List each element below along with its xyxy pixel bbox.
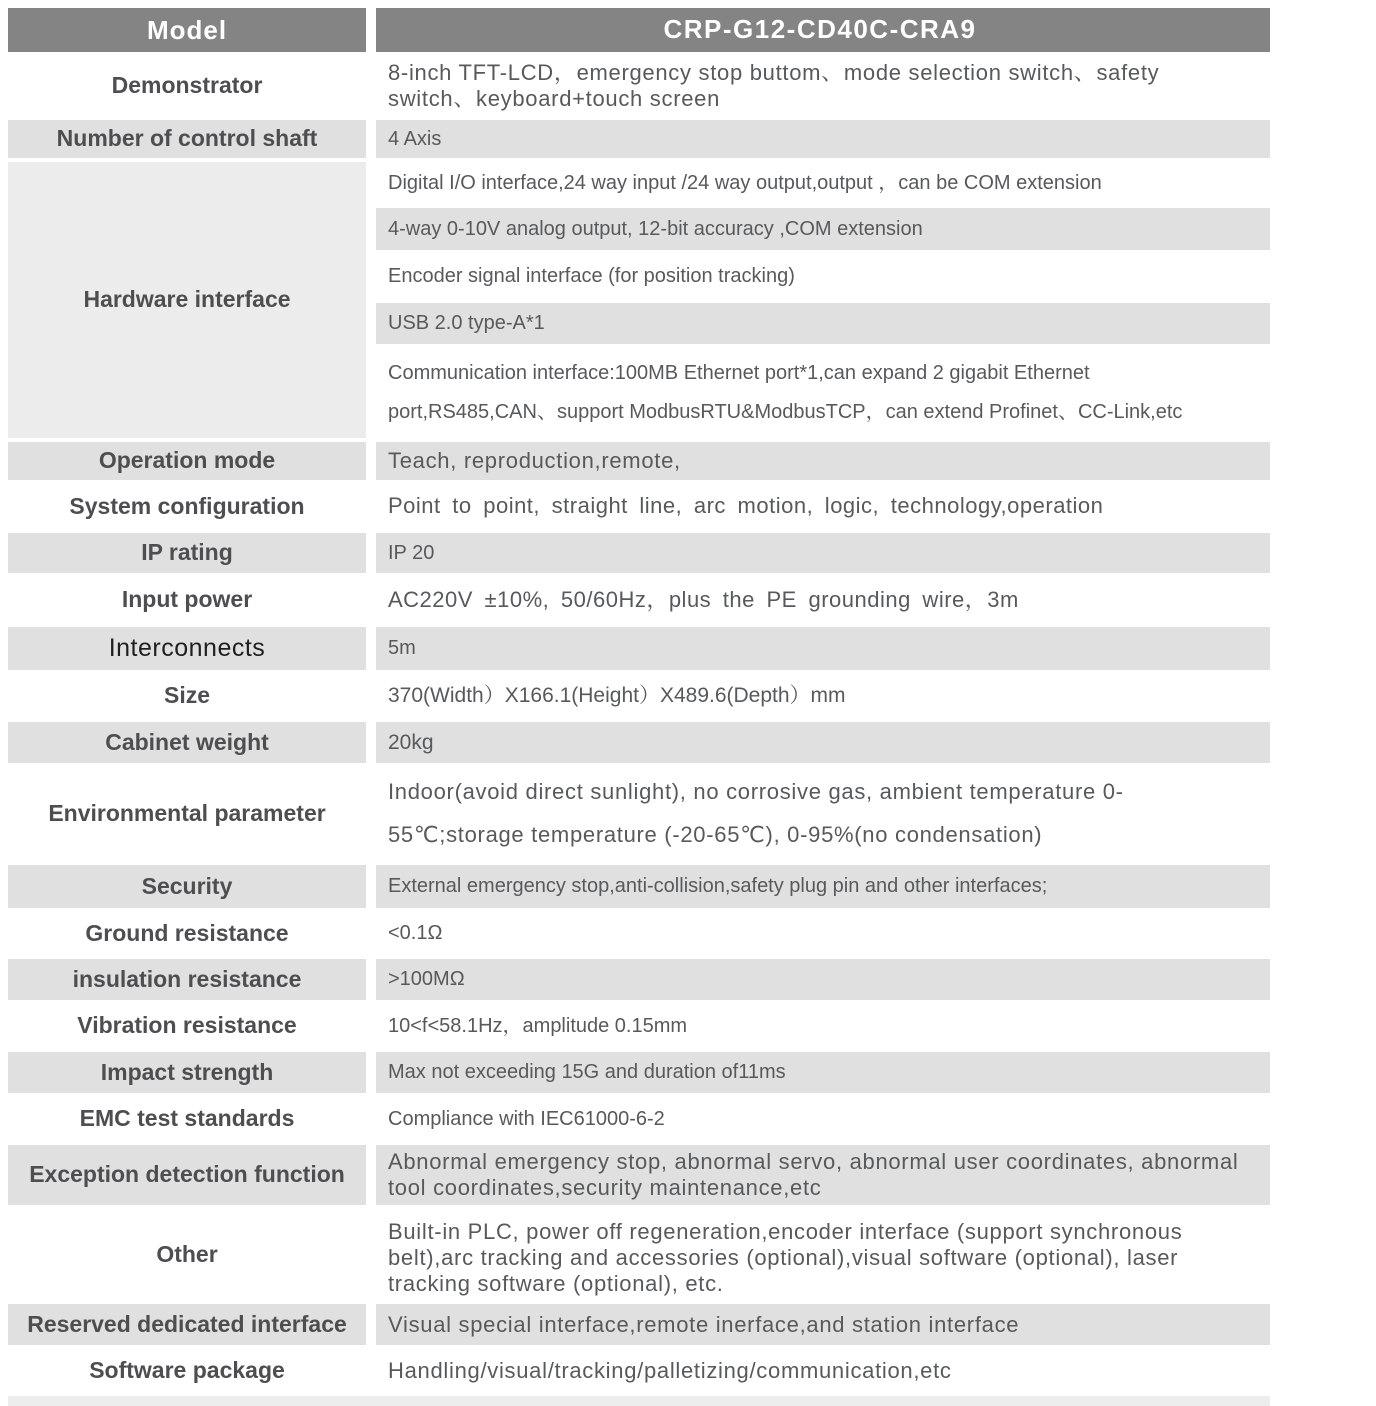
table-row	[8, 959, 1270, 1000]
row-value: 370(Width）X166.1(Height）X489.6(Depth）mm	[376, 674, 1270, 718]
sub-row-value: USB 2.0 type-A*1	[376, 303, 1270, 344]
row-label: Software package	[8, 1349, 366, 1392]
table-row	[8, 1209, 1270, 1301]
row-label: Cabinet weight	[8, 722, 366, 763]
sub-row-value: Digital I/O interface,24 way input /24 way output,output ，can be COM extension	[376, 162, 1270, 204]
table-row	[8, 533, 1270, 573]
table-row	[8, 912, 1270, 955]
row-value: Visual special interface,remote inerface,and station interface	[376, 1304, 1270, 1345]
row-label: IP rating	[8, 533, 366, 573]
table-row	[8, 120, 1270, 158]
row-label: Size	[8, 674, 366, 718]
row-label: Reserved dedicated interface	[8, 1304, 366, 1345]
row-value: Max not exceeding 15G and duration of11ms	[376, 1052, 1270, 1093]
table-row	[8, 767, 1270, 861]
row-label: EMC test standards	[8, 1097, 366, 1141]
row-label: System configuration	[8, 484, 366, 529]
row-value: 10<f<58.1Hz，amplitude 0.15mm	[376, 1004, 1270, 1048]
row-value: >100MΩ	[376, 959, 1270, 1000]
row-value: Abnormal emergency stop, abnormal servo, abnormal user coordinates, abnormal tool coordinates,security maintenance,etc	[376, 1145, 1270, 1205]
table-row	[8, 1304, 1270, 1345]
row-label: Hardware interface	[8, 162, 366, 438]
row-value: Indoor(avoid direct sunlight), no corrosive gas, ambient temperature 0-55℃;storage temperature (-20-65℃), 0-95%(no condensation)	[376, 767, 1270, 861]
row-label: Exception detection function	[8, 1145, 366, 1205]
table-row	[8, 1004, 1270, 1048]
row-label: Input power	[8, 577, 366, 623]
row-label: Other	[8, 1209, 366, 1301]
header-model-label: Model	[8, 8, 366, 52]
sub-row-value: Communication interface:100MB Ethernet port*1,can expand 2 gigabit Ethernet port,RS485,CAN、support ModbusRTU&ModbusTCP，can extend Profinet、CC-Link,etc	[376, 348, 1270, 438]
table-row	[8, 1052, 1270, 1093]
row-value: 5m	[376, 627, 1270, 670]
row-value: 4 Axis	[376, 120, 1270, 158]
row-value: 20kg	[376, 722, 1270, 763]
table-header-row	[8, 8, 1270, 52]
sub-row-value: Encoder signal interface (for position tracking)	[376, 254, 1270, 299]
row-label: Operation mode	[8, 442, 366, 480]
table-row	[8, 56, 1270, 116]
table-row	[8, 1349, 1270, 1392]
hardware-interface-subrows	[376, 162, 1270, 438]
sub-row-value: 4-way 0-10V analog output, 12-bit accuracy ,COM extension	[376, 208, 1270, 250]
table-row	[8, 442, 1270, 480]
row-value: External emergency stop,anti-collision,safety plug pin and other interfaces;	[376, 865, 1270, 908]
row-value: Compliance with IEC61000-6-2	[376, 1097, 1270, 1141]
header-model-value: CRP-G12-CD40C-CRA9	[376, 8, 1270, 52]
row-label: insulation resistance	[8, 959, 366, 1000]
table-row	[8, 577, 1270, 623]
table-row	[8, 627, 1270, 670]
row-label: Number of control shaft	[8, 120, 366, 158]
row-value: AC220V ±10%, 50/60Hz，plus the PE grounding wire，3m	[376, 577, 1270, 623]
table-row	[8, 1097, 1270, 1141]
table-row	[8, 865, 1270, 908]
row-value: IP 20	[376, 533, 1270, 573]
row-label: Environmental parameter	[8, 767, 366, 861]
row-value: <0.1Ω	[376, 912, 1270, 955]
row-label: Interconnects	[8, 627, 366, 670]
table-row	[8, 484, 1270, 529]
row-label: Ground resistance	[8, 912, 366, 955]
row-value: Point to point, straight line, arc motion, logic, technology,operation	[376, 484, 1270, 529]
row-label: Demonstrator	[8, 56, 366, 116]
table-row	[8, 1145, 1270, 1205]
row-label: Vibration resistance	[8, 1004, 366, 1048]
row-label: Impact strength	[8, 1052, 366, 1093]
table-row-hardware-interface	[8, 162, 1270, 438]
row-value: Built-in PLC, power off regeneration,encoder interface (support synchronous belt),arc tracking and accessories (optional),visual software (optional), laser tracking software (optional), etc.	[376, 1209, 1270, 1301]
table-row	[8, 674, 1270, 718]
table-row	[8, 722, 1270, 763]
row-value: Teach, reproduction,remote,	[376, 442, 1270, 480]
bottom-strip	[8, 1396, 1270, 1406]
spec-table	[8, 8, 1270, 1392]
row-value: 8-inch TFT-LCD，emergency stop buttom、mode selection switch、safety switch、keyboard+touch screen	[376, 56, 1270, 116]
row-value: Handling/visual/tracking/palletizing/communication,etc	[376, 1349, 1270, 1392]
row-label: Security	[8, 865, 366, 908]
